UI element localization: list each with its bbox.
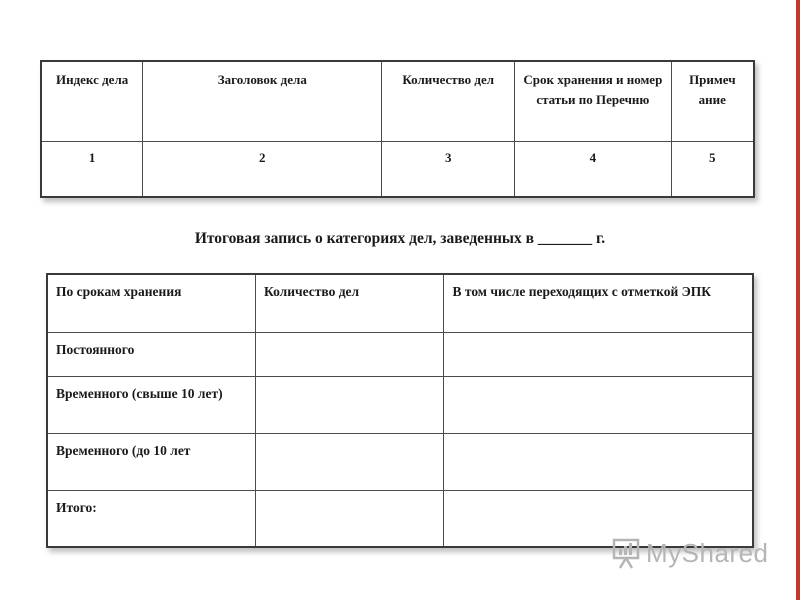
header-notes: Примеч ание — [671, 61, 754, 141]
epk-cell — [444, 332, 753, 376]
table-row — [47, 376, 753, 433]
count-cell — [255, 490, 444, 547]
epk-cell — [444, 376, 753, 433]
row-label-temporary-under-10: Временного (до 10 лет — [47, 433, 255, 490]
summary-caption: Итоговая запись о категориях дел, заведенных в _______ г. — [194, 230, 606, 247]
header-epk-transfer: В том числе переходящих с отметкой ЭПК — [444, 274, 753, 332]
summary-header-row — [47, 274, 753, 332]
row-label-total: Итого: — [47, 490, 255, 547]
header-case-count: Количество дел — [382, 61, 515, 141]
row-label-temporary-over-10: Временного (свыше 10 лет) — [47, 376, 255, 433]
header-case-count: Количество дел — [255, 274, 444, 332]
column-number: 1 — [41, 141, 143, 197]
header-case-title: Заголовок дела — [143, 61, 382, 141]
row-label-permanent: Постоянного — [47, 332, 255, 376]
header-retention-category: По срокам хранения — [47, 274, 255, 332]
column-number: 2 — [143, 141, 382, 197]
table-row — [47, 433, 753, 490]
accent-bar — [796, 0, 800, 600]
epk-cell — [444, 433, 753, 490]
count-cell — [255, 376, 444, 433]
summary-table — [46, 273, 754, 548]
case-index-header-row — [41, 61, 754, 141]
header-retention-period: Срок хранения и номер статьи по Перечню — [515, 61, 672, 141]
watermark-text: MyShared — [646, 537, 769, 568]
column-number: 4 — [515, 141, 672, 197]
count-cell — [255, 433, 444, 490]
column-number-row — [41, 141, 754, 197]
column-number: 3 — [382, 141, 515, 197]
presentation-board-icon — [612, 536, 642, 570]
watermark — [612, 536, 769, 570]
table-row — [47, 332, 753, 376]
header-case-index: Индекс дела — [41, 61, 143, 141]
column-number: 5 — [671, 141, 754, 197]
count-cell — [255, 332, 444, 376]
case-index-table — [40, 60, 755, 198]
